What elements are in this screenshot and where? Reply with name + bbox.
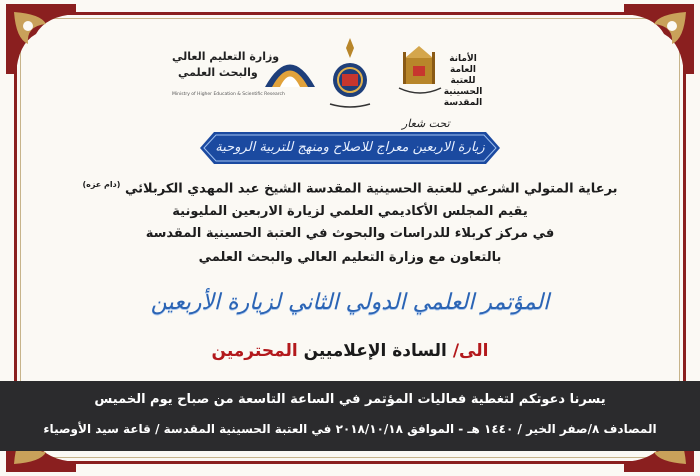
addressee-name: السادة الإعلاميين [303, 341, 447, 361]
slogan-label: تحت شعار [402, 117, 450, 130]
slogan-text: زيارة الاربعين معراج للاصلاح ومنهج للتربية الروحية [215, 140, 485, 155]
venue-line: في مركز كربلاء للدراسات والبحوث في العتبة الحسينية المقدسة [145, 226, 555, 241]
invitation-date-venue-line: المصادف ٨/صفر الخير / ١٤٤٠ هـ - الموافق ٢٠١٨/١٠/١٨ في العتبة الحسينية المقدسة / قاعة سيد الأوصياء [43, 422, 657, 436]
corner-ornament-top-right [624, 4, 694, 74]
addressee-prefix: الى/ [452, 341, 489, 361]
karbala-center-logo [320, 36, 380, 116]
corner-ornament-top-left [6, 4, 76, 74]
shrine-name: الأمانة العامة للعتبة الحسينية المقدسة [443, 54, 483, 108]
karbala-center-emblem-icon [320, 36, 380, 116]
addressee [150, 341, 550, 361]
shrine-logo [395, 36, 485, 116]
ministry-name-line1: وزارة التعليم العالي [172, 50, 280, 63]
ministry-name-en: Ministry of Higher Education & Scientific Research [172, 92, 285, 97]
honorific: (دام عزه) [82, 180, 121, 189]
conference-title: المؤتمر العلمي الدولي الثاني لزيارة الأربعين [150, 290, 550, 315]
addressee-suffix: المحترمين [211, 341, 298, 361]
cooperation-line: بالتعاون مع وزارة التعليم العالي والبحث العلمي [198, 250, 502, 265]
organizer-line: يقيم المجلس الأكاديمي العلمي لزيارة الاربعين المليونية [172, 204, 528, 219]
ministry-name-line2: والبحث العلمي [178, 66, 258, 79]
patronage-text: برعاية المتولي الشرعي للعتبة الحسينية المقدسة الشيخ عبد المهدي الكربلائي [124, 181, 618, 197]
ministry-logo [170, 36, 320, 116]
patronage-line [60, 180, 640, 196]
invitation-time-line: يسرنا دعوتكم لتغطية فعاليات المؤتمر في الساعة التاسعة من صباح يوم الخميس [94, 392, 606, 407]
